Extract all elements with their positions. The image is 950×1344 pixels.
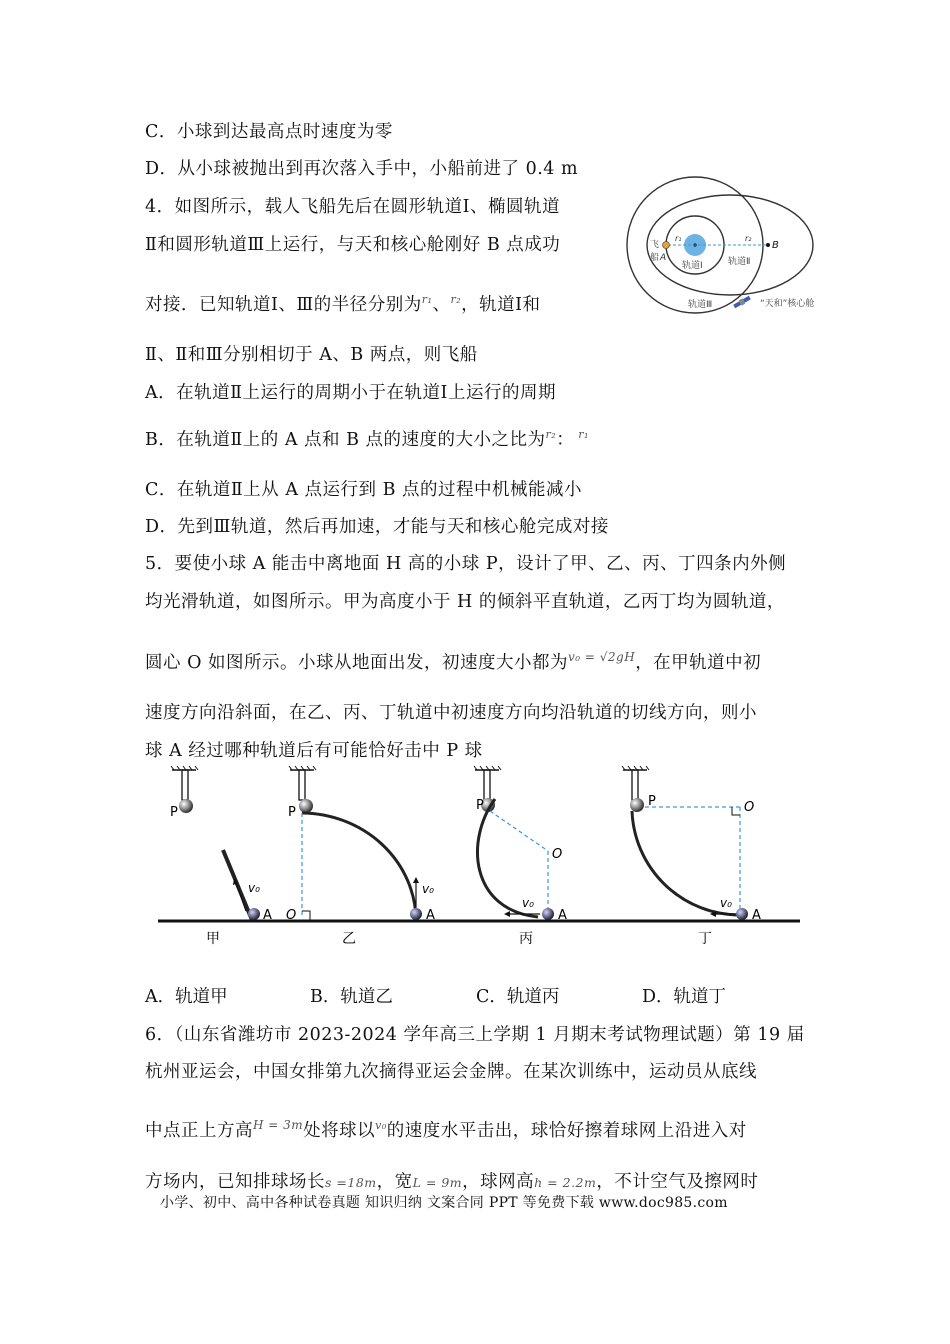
text: 的速度水平击出，球恰好擦着球网上沿进入对 <box>386 1121 747 1141</box>
label-o: O <box>552 847 563 862</box>
q5-option-b: B．轨道乙 <box>310 987 393 1007</box>
label-r1: r₁ <box>675 234 682 243</box>
q5-option-c: C．轨道丙 <box>476 987 560 1007</box>
q3-option-d: D．从小球被抛出到再次落入手中，小船前进了 0.4 m <box>145 159 579 179</box>
q5-stem-line-4: 速度方向沿斜面，在乙、丙、丁轨道中初速度方向均沿轨道的切线方向，则小 <box>145 703 757 723</box>
q5-stem-line-5: 球 A 经过哪种轨道后有可能恰好击中 P 球 <box>145 741 483 761</box>
text: ： <box>556 430 575 450</box>
q4-option-a: A．在轨道Ⅱ上运行的周期小于在轨道Ⅰ上运行的周期 <box>145 383 556 403</box>
label-a: A <box>558 908 567 923</box>
q6-stem-line-1: 6．（山东省潍坊市 2023-2024 学年高三上学期 1 月期末考试物理试题）第 19 届 <box>145 1025 805 1045</box>
q5-option-a: A．轨道甲 <box>145 987 228 1007</box>
label-orbit-2: 轨道Ⅱ <box>728 257 751 267</box>
q5-stem-line-1: 5．要使小球 A 能击中离地面 H 高的小球 P，设计了甲、乙、丙、丁四条内外侧 <box>145 554 787 574</box>
math-r1: r₁ <box>578 428 589 442</box>
text: 对接．已知轨道Ⅰ、Ⅲ的半径分别为 <box>145 295 422 315</box>
text: 处将球以 <box>303 1121 376 1141</box>
q5-stem-line-2: 均光滑轨道，如图所示。甲为高度小于 H 的倾斜平直轨道，乙丙丁均为圆轨道， <box>145 592 785 612</box>
q6-stem-line-3 <box>145 1117 747 1142</box>
q4-option-d: D．先到Ⅲ轨道，然后再加速，才能与天和核心舱完成对接 <box>145 517 609 537</box>
q4-option-b <box>145 426 589 451</box>
math-r2: r₂ <box>450 293 462 307</box>
label-p: P <box>476 798 484 813</box>
label-r2: r₂ <box>745 234 752 243</box>
math-H: H = 3m <box>253 1118 304 1133</box>
q6-stem-line-2: 杭州亚运会，中国女排第九次摘得亚运会金牌。在某次训练中，运动员从底线 <box>145 1062 757 1082</box>
label-bing: 丙 <box>519 931 533 947</box>
point-b <box>766 243 770 247</box>
label-a: A <box>660 253 667 263</box>
q4-stem-line-2: Ⅱ和圆形轨道Ⅲ上运行，与天和核心舱刚好 B 点成功 <box>145 235 561 255</box>
ship-marker <box>663 242 670 249</box>
label-a: A <box>263 908 272 923</box>
label-p: P <box>648 794 656 809</box>
label-v0: v₀ <box>720 896 732 910</box>
label-orbit-3: 轨道Ⅲ <box>688 300 713 310</box>
text: 方场内，已知排球场长 <box>145 1172 325 1192</box>
label-station: “天和”核心舱 <box>760 299 815 309</box>
text: 圆心 O 如图所示。小球从地面出发，初速度大小都为 <box>145 653 568 673</box>
label-p: P <box>170 805 178 820</box>
math-r2: r₂ <box>545 428 557 442</box>
q4-option-c: C．在轨道Ⅱ上从 A 点运行到 B 点的过程中机械能减小 <box>145 480 583 500</box>
q5-stem-line-3 <box>145 649 761 674</box>
ship-label-1: 飞 <box>650 240 660 250</box>
track-diagram <box>150 765 810 955</box>
label-o: O <box>286 908 297 923</box>
label-v0: v₀ <box>522 896 534 910</box>
label-ding: 丁 <box>698 931 712 947</box>
label-b: B <box>772 240 779 251</box>
text: ，球网高 <box>462 1172 535 1192</box>
q4-stem-line-3 <box>145 291 541 316</box>
text: ，在甲轨道中初 <box>635 653 762 673</box>
satellite-icon <box>733 295 752 309</box>
text: ，宽 <box>376 1172 413 1192</box>
text: ，轨道Ⅰ和 <box>461 295 541 315</box>
math-v0: v₀ <box>375 1119 387 1133</box>
q4-stem-line-4: Ⅱ、Ⅱ和Ⅲ分别相切于 A、B 两点，则飞船 <box>145 345 478 365</box>
label-a: A <box>426 908 435 923</box>
q5-option-d: D．轨道丁 <box>642 987 727 1007</box>
math-r1: r₁ <box>421 293 433 307</box>
label-o: O <box>744 800 755 815</box>
label-yi: 乙 <box>342 931 356 947</box>
q6-stem-line-4 <box>145 1168 758 1193</box>
label-v0: v₀ <box>248 881 260 895</box>
page-footer: 小学、初中、高中各种试卷真题 知识归纳 文案合同 PPT 等免费下载 www.doc985.com <box>160 1195 728 1211</box>
label-a: A <box>752 908 761 923</box>
text: 中点正上方高 <box>145 1121 253 1141</box>
label-v0: v₀ <box>422 882 434 896</box>
math-L: L = 9m <box>412 1175 463 1190</box>
math-h: h = 2.2m <box>534 1175 597 1190</box>
text: 、 <box>432 295 451 315</box>
label-orbit-1: 轨道Ⅰ <box>682 261 703 271</box>
q4-stem-line-1: 4．如图所示，载人飞船先后在圆形轨道Ⅰ、椭圆轨道 <box>145 197 561 217</box>
q3-option-c: C．小球到达最高点时速度为零 <box>145 122 393 142</box>
orbit-diagram <box>620 175 840 325</box>
math-s: s =18m <box>325 1175 377 1190</box>
text: B．在轨道Ⅱ上的 A 点和 B 点的速度的大小之比为 <box>145 430 546 450</box>
text: ，不计空气及擦网时 <box>596 1172 759 1192</box>
label-p: P <box>288 805 296 820</box>
label-jia: 甲 <box>206 931 220 947</box>
math-v0-eq: v₀ = √2gH <box>567 650 636 665</box>
ship-label-2: 船 <box>650 253 660 263</box>
